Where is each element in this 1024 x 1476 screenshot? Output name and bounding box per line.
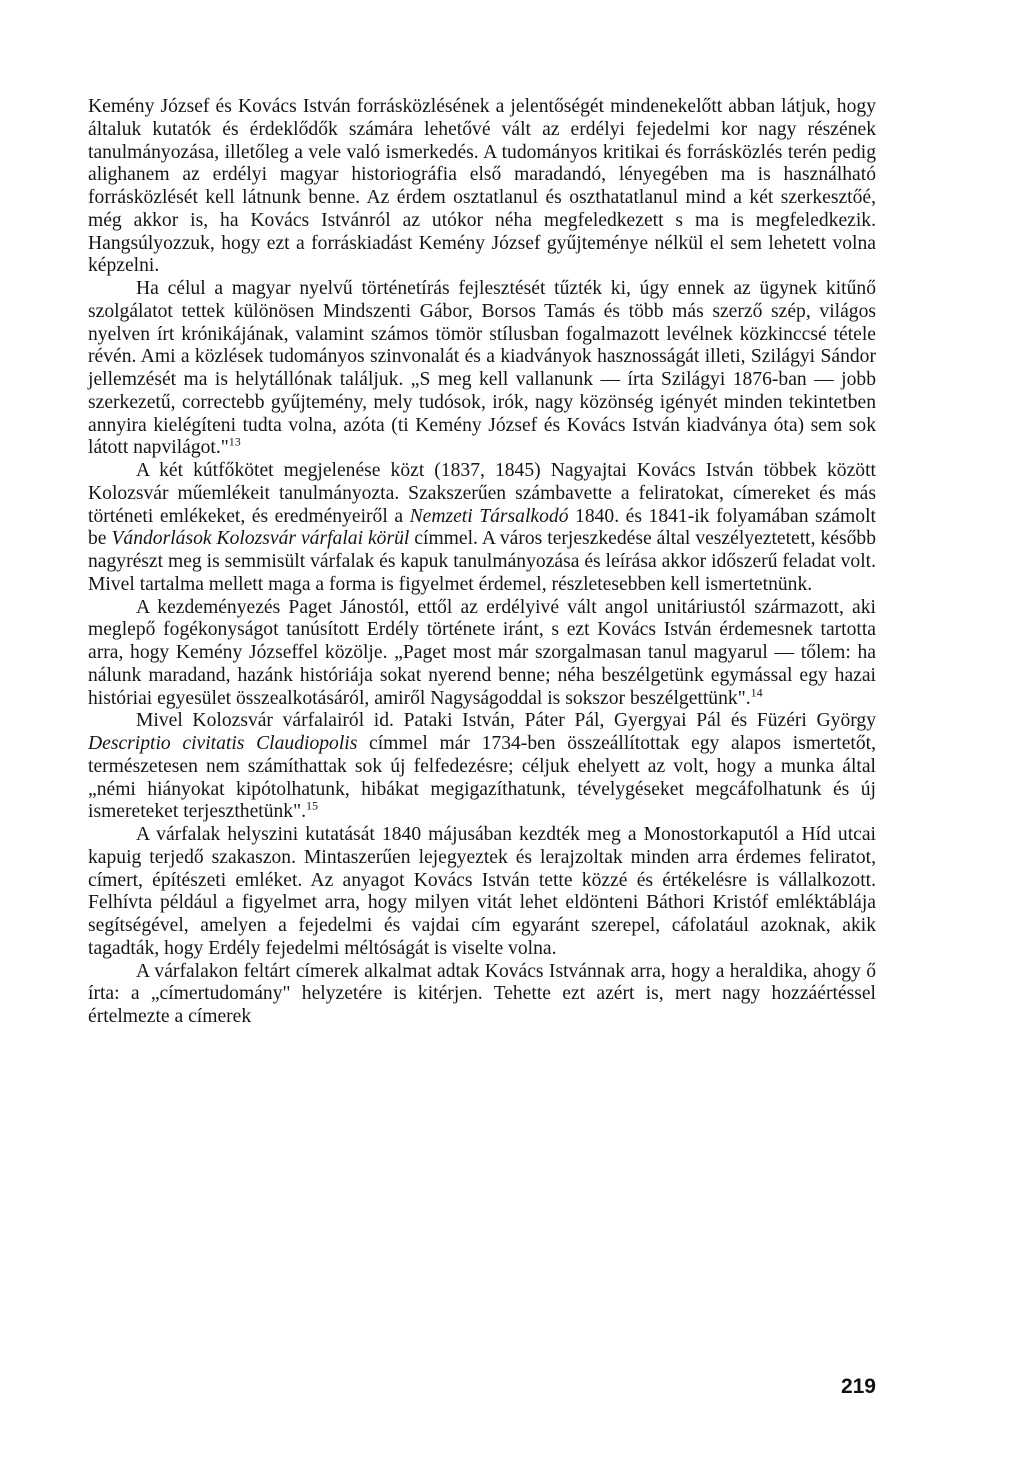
italic-title: Nemzeti Társalkodó (409, 505, 569, 527)
text-segment: A kezdeményezés Paget Jánostól, ettől az erdélyivé vált angol unitáriustól származott, aki meglepő fogékonyságot tanúsított Erdély története iránt, s ezt Kovács István érdemesnek tartotta arra, hogy Kemény Józseffel közölje. „Paget most már szorgalmasan tanul magyarul — tőlem: ha nálunk maradand, hazánk históriája sokat nyerend benne; néha beszélgetünk egymással egy hazai históriai egyesület összealkotásáról, amiről Nagyságoddal is sokszor beszélgettünk". (88, 596, 876, 709)
document-page (88, 96, 876, 1029)
text-segment: címmel már 1734-ben összeállítottak egy alapos ismertetőt, természetesen nem számíthattak sok új felfedezésre; céljuk ehelyett az volt, hogy a munka által „némi hiányokat kipótolhatunk, hibákat megigazíthatunk, tévelygéseket megcáfolhatunk és új ismereteket terjeszthetünk". (88, 733, 876, 823)
italic-title: Descriptio civitatis Claudiopolis (88, 733, 358, 754)
paragraph (88, 460, 876, 597)
footnote-ref: 15 (306, 798, 318, 813)
paragraph (88, 710, 876, 824)
page-number: 219 (840, 1375, 876, 1398)
footnote-ref: 14 (750, 684, 763, 699)
body-text (88, 96, 876, 1029)
text-segment: Kemény József és Kovács István forrásközlésének a jelentőségét mindenekelőtt abban látjuk, hogy általuk kutatók és érdeklődők számára lehetővé vált az erdélyi fejedelmi kor nagy részének tanulmányozása, illetőleg a vele való ismerkedés. A tudományos kritikai és forrásközlés terén pedig alighanem az erdélyi magyar historiográfia első maradandó, lényegében ma is használható forrásközlését kell látnunk benne. Az érdem osztatlanul és oszthatatlanul mind a két szerkesztőé, még akkor is, ha Kovács Istvánról az utókor néha megfeledkezett s ma is megfeledkezik. Hangsúlyozzuk, hogy ezt a forráskiadást Kemény József gyűjteménye nélkül el sem lehetett volna képzelni. (88, 96, 876, 277)
text-segment: A várfalakon feltárt címerek alkalmat adtak Kovács Istvánnak arra, hogy a heraldika, ahogy ő írta: a „címertudomány" helyzetére is kitérjen. Tehette ezt azért is, mert nagy hozzáértéssel értelmezte a címerek (88, 960, 876, 1027)
text-segment: Ha célul a magyar nyelvű történetírás fejlesztését tűzték ki, úgy ennek az ügynek kitűnő szolgálatot tettek különösen Mindszenti Gábor, Borsos Tamás és több más szerző szép, világos nyelven írt krónikájának, valamint számos tömör stílusban fogalmazott levélnek közkinccsé tétele révén. Ami a közlések tudományos szinvonalát és a kiadványok hasznosságát illeti, Szilágyi Sándor jellemzését ma is helytállónak találjuk. „S meg kell vallanunk — írta Szilágyi 1876-ban — jobb szerkezetű, correctebb gyűjtemény, mely tudósok, irók, nagy közönség igényét minden tekintetben annyira kielégíteni tudta volna, azóta (ti Kemény József és Kovács István kiadványa óta) sem sok látott napvilágot." (88, 278, 876, 459)
paragraph (88, 824, 876, 961)
paragraph (88, 597, 876, 711)
text-segment: A két kútfőkötet megjelenése közt (1837, 1845) Nagyajtai Kovács István többek között Kolozsvár műemlékeit tanulmányozta. Szakszerűen számbavette a feliratokat, címereket és más történeti emlékeket, és eredményeiről a (88, 460, 876, 527)
text-segment: címmel. A város terjeszkedése által veszélyeztetett, később nagyrészt meg is semmisült várfalak és kapuk tanulmányozása és leírása akkor időszerű feladat volt. Mivel tartalma mellett maga a forma is figyelmet érdemel, részletesebben kell ismertetnünk. (88, 528, 876, 595)
paragraph (88, 96, 876, 278)
italic-title: Vándorlások Kolozsvár várfalai körül (111, 528, 410, 550)
text-segment: Mivel Kolozsvár várfalairól id. Pataki István, Páter Pál, Gyergyai Pál és Füzéri György (136, 710, 876, 732)
paragraph (88, 961, 876, 1029)
paragraph (88, 278, 876, 460)
text-segment: A várfalak helyszini kutatását 1840 májusában kezdték meg a Monostorkaputól a Híd utcai kapuig terjedő szakaszon. Mintaszerűen lejegyeztek és lerajzoltak minden arra érdemes feliratot, címert, építészeti emléket. Az anyagot Kovács István tette közzé és értékelésre is vállalkozott. Felhívta például a figyelmet arra, hogy milyen vitát lehet eldönteni Báthori Kristóf emléktáblája segítségével, amelyen a fejedelmi és vajdai cím egyaránt szerepel, cáfolatául azoknak, akik tagadták, hogy Erdély fejedelmi méltóságát is viselte volna. (88, 824, 876, 959)
text-segment: 1840. és 1841-ik folyamában számolt be (88, 505, 876, 550)
footnote-ref: 13 (228, 434, 241, 449)
